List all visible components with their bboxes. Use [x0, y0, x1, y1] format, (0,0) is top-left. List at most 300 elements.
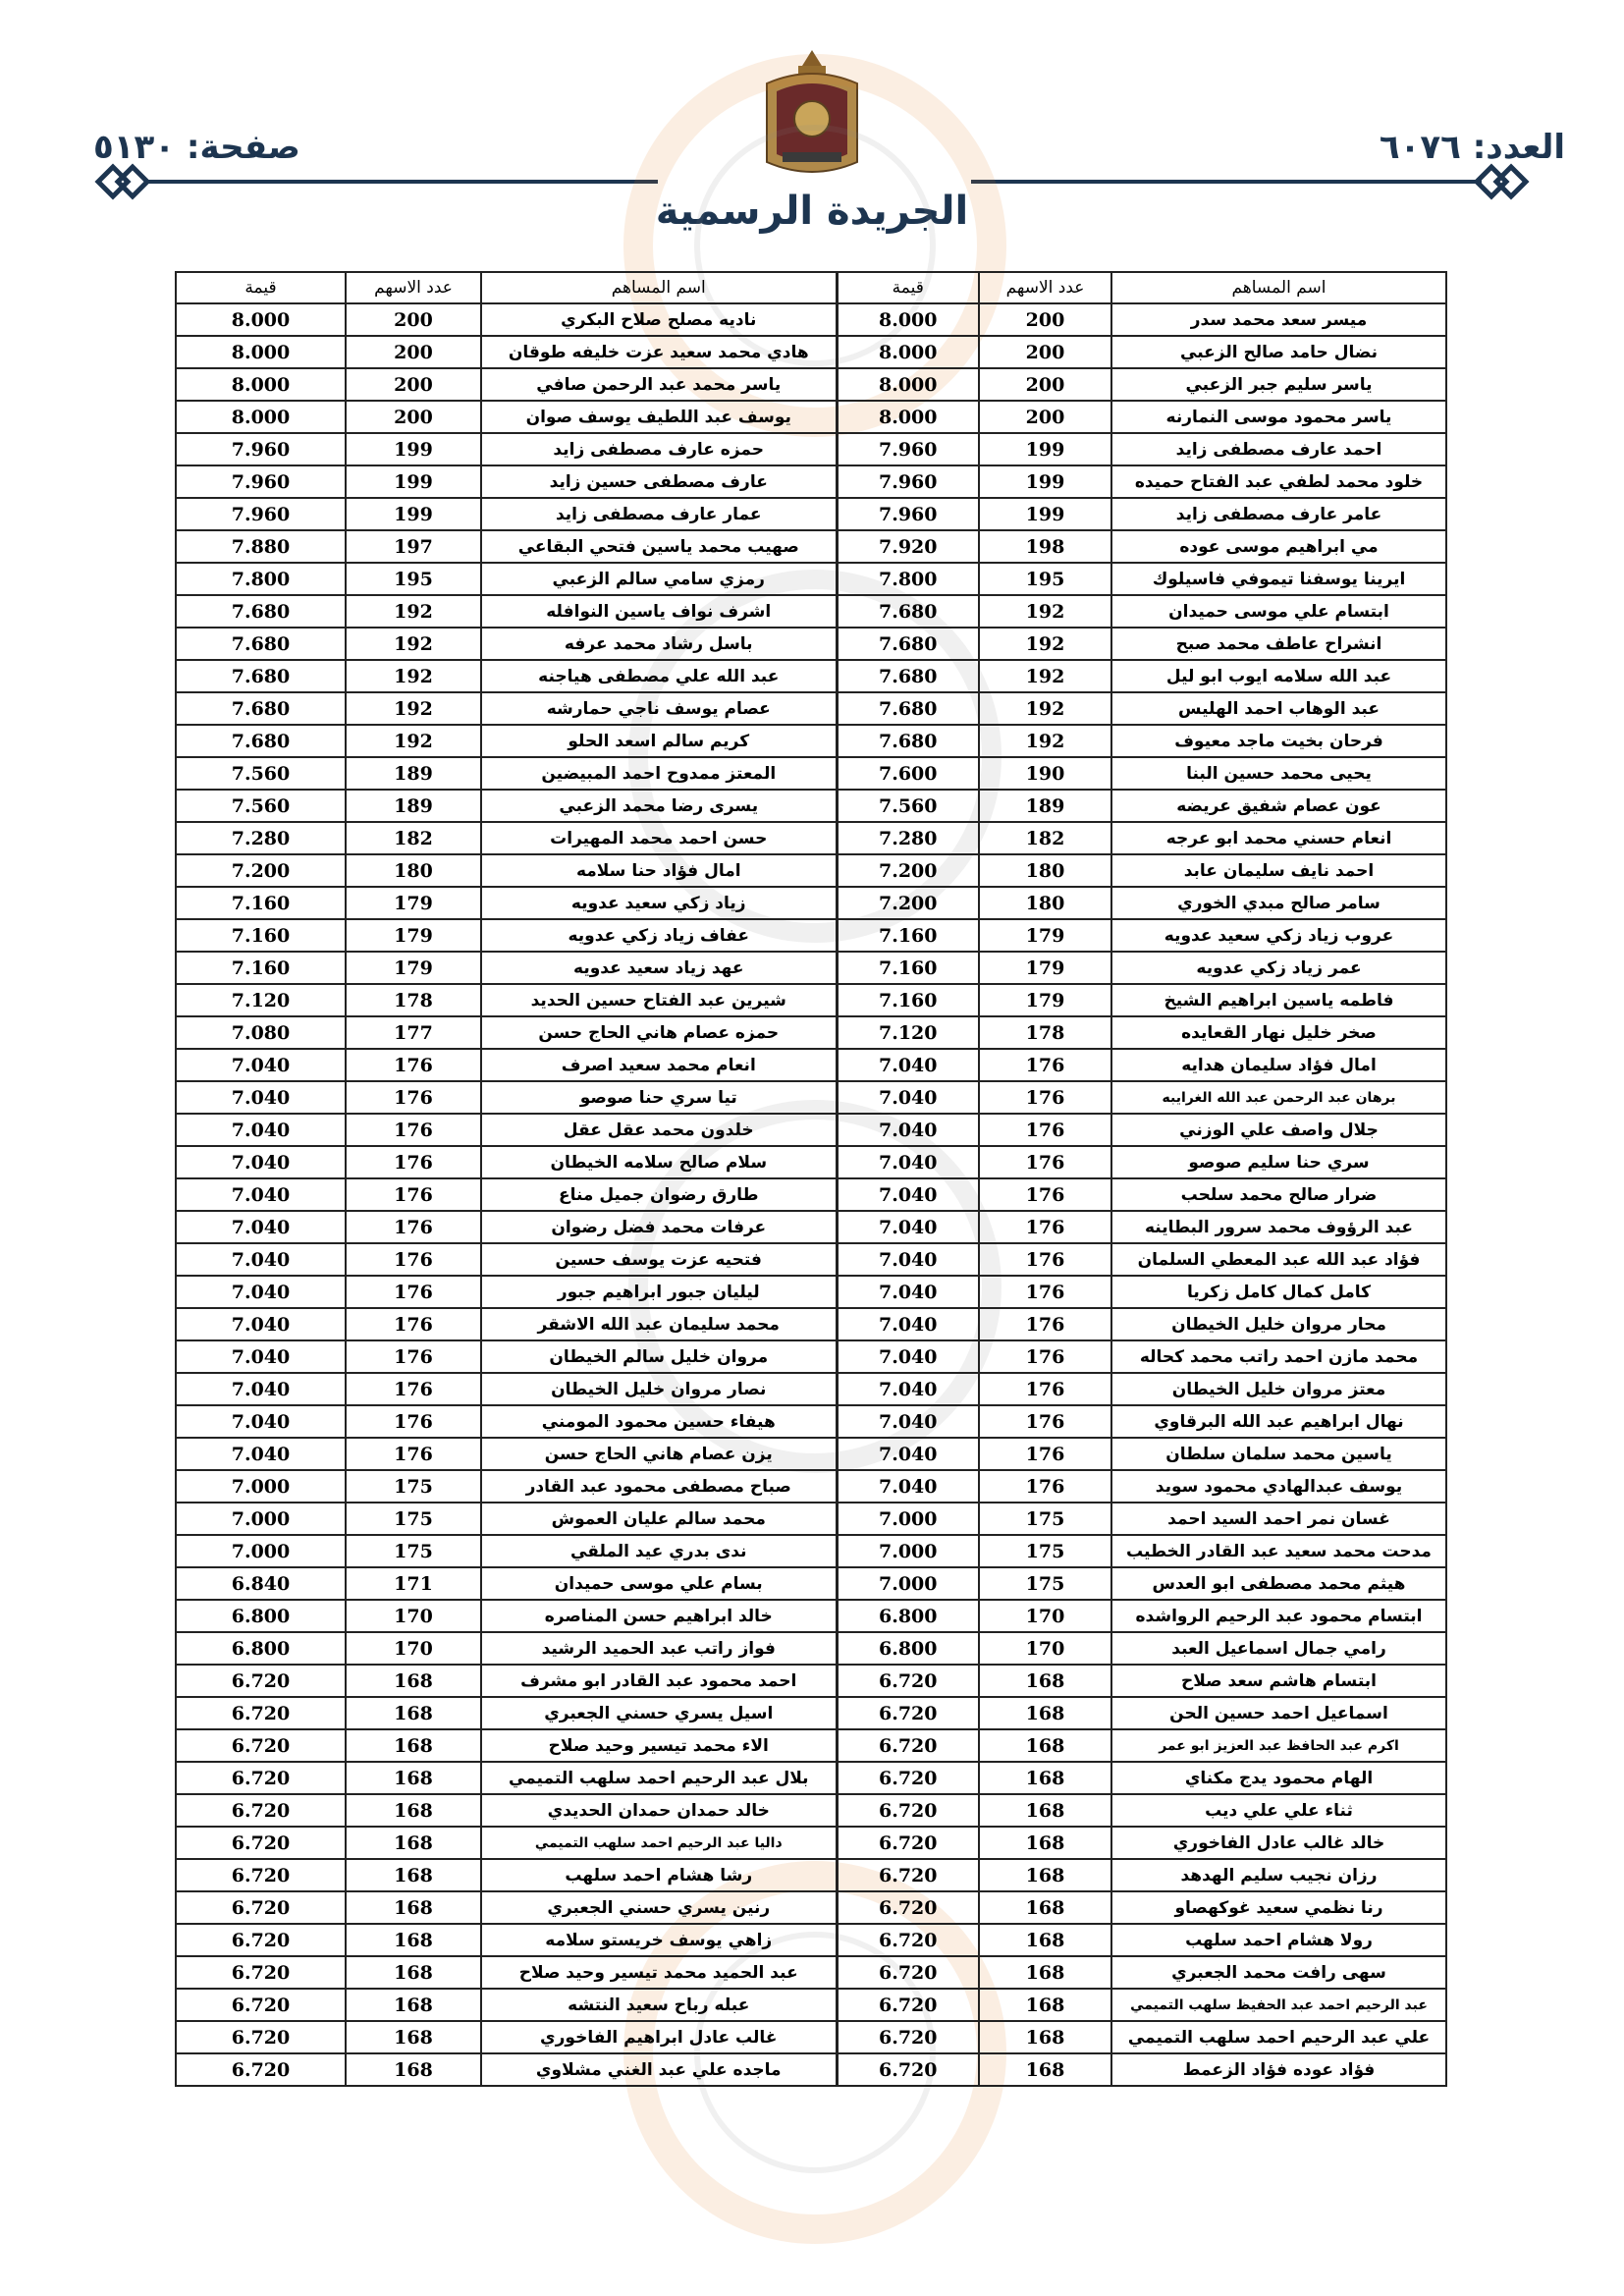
table-row	[176, 984, 1446, 1016]
share-value: 6.800	[837, 1632, 979, 1665]
share-count: 176	[979, 1470, 1111, 1503]
share-value: 7.680	[176, 692, 346, 725]
share-count: 168	[346, 1989, 481, 2021]
share-count: 170	[979, 1600, 1111, 1632]
shareholder-name: محمد مازن احمد راتب محمد كحاله	[1111, 1340, 1446, 1373]
shareholder-name: رنا نظمي سعيد غوكهصاو	[1111, 1891, 1446, 1924]
shareholder-name: ناديه مصلح صلاح البكري	[481, 303, 837, 336]
share-value: 7.080	[176, 1016, 346, 1049]
shareholder-name: خلود محمد لطفي عبد الفتاح حميده	[1111, 465, 1446, 498]
shareholder-name: امال فؤاد حنا سلامه	[481, 854, 837, 887]
share-count: 176	[346, 1373, 481, 1405]
share-value: 8.000	[176, 368, 346, 401]
share-count: 168	[979, 1891, 1111, 1924]
share-count: 197	[346, 530, 481, 563]
shareholder-name: ابتسام هاشم سعد صلاح	[1111, 1665, 1446, 1697]
share-value: 7.040	[176, 1308, 346, 1340]
share-count: 168	[346, 1762, 481, 1794]
shareholder-name: محار مروان خليل الخيطان	[1111, 1308, 1446, 1340]
table-row	[176, 303, 1446, 336]
share-value: 7.040	[837, 1049, 979, 1081]
shareholder-name: سري حنا سليم صوصو	[1111, 1146, 1446, 1178]
shareholder-name: ياسين محمد سلمان سلطان	[1111, 1438, 1446, 1470]
shareholder-name: عمر زياد زكي عدويه	[1111, 952, 1446, 984]
table-row	[176, 1535, 1446, 1567]
shareholder-name: ياسر سليم جبر الزعبي	[1111, 368, 1446, 401]
shareholder-name: صباح مصطفى محمود عبد القادر	[481, 1470, 837, 1503]
share-count: 168	[979, 1665, 1111, 1697]
share-value: 7.960	[176, 498, 346, 530]
table-row	[176, 919, 1446, 952]
share-value: 7.040	[837, 1340, 979, 1373]
table-row	[176, 368, 1446, 401]
table-row	[176, 757, 1446, 790]
shareholder-name: فواز راتب عبد الحميد الرشيد	[481, 1632, 837, 1665]
shareholder-name: حسن احمد محمد المهيرات	[481, 822, 837, 854]
share-count: 179	[979, 984, 1111, 1016]
share-value: 6.720	[176, 1697, 346, 1729]
share-value: 7.040	[176, 1146, 346, 1178]
table-body	[176, 303, 1446, 2086]
share-count: 176	[979, 1114, 1111, 1146]
share-count: 175	[346, 1535, 481, 1567]
share-count: 171	[346, 1567, 481, 1600]
shareholders-table-container	[177, 271, 1447, 2087]
share-count: 182	[346, 822, 481, 854]
table-row	[176, 854, 1446, 887]
jordan-coat-of-arms-icon	[753, 44, 871, 182]
share-count: 176	[346, 1146, 481, 1178]
shareholder-name: طارق رضوان جميل مناع	[481, 1178, 837, 1211]
table-row	[176, 692, 1446, 725]
share-value: 7.040	[837, 1405, 979, 1438]
table-row	[176, 1016, 1446, 1049]
shareholder-name: مي ابراهيم موسى عوده	[1111, 530, 1446, 563]
shareholder-name: سلام صالح سلامه الخيطان	[481, 1146, 837, 1178]
share-value: 7.680	[176, 628, 346, 660]
share-count: 192	[979, 725, 1111, 757]
shareholder-name: عبد الرؤوف محمد سرور البطاينه	[1111, 1211, 1446, 1243]
share-count: 176	[979, 1308, 1111, 1340]
table-row	[176, 1049, 1446, 1081]
shareholder-name: حمزه عارف مصطفى زايد	[481, 433, 837, 465]
shareholder-name: ياسر محمد عبد الرحمن صافي	[481, 368, 837, 401]
shareholder-name: رمزي سامي سالم الزعبي	[481, 563, 837, 595]
share-value: 7.160	[837, 984, 979, 1016]
share-value: 7.040	[176, 1114, 346, 1146]
share-count: 192	[346, 628, 481, 660]
share-count: 176	[979, 1243, 1111, 1276]
share-value: 7.040	[837, 1178, 979, 1211]
table-row	[176, 1373, 1446, 1405]
shareholder-name: رشا هشام احمد سلهب	[481, 1859, 837, 1891]
shareholder-name: الهام محمود يدج مكناي	[1111, 1762, 1446, 1794]
share-value: 6.720	[176, 2053, 346, 2086]
share-value: 6.720	[837, 1956, 979, 1989]
share-value: 7.040	[837, 1146, 979, 1178]
share-value: 7.040	[837, 1211, 979, 1243]
share-value: 7.000	[837, 1503, 979, 1535]
shareholder-name: ياسر محمود موسى النمارنه	[1111, 401, 1446, 433]
shareholder-name: ماجده علي عبد الغني مشلاوي	[481, 2053, 837, 2086]
share-value: 6.720	[176, 1924, 346, 1956]
table-row	[176, 1989, 1446, 2021]
shareholder-name: ابتسام محمود عبد الرحيم الرواشده	[1111, 1600, 1446, 1632]
share-value: 6.720	[837, 1697, 979, 1729]
share-count: 176	[346, 1049, 481, 1081]
shareholder-name: شيرين عبد الفتاح حسين الحديد	[481, 984, 837, 1016]
share-value: 8.000	[837, 401, 979, 433]
share-count: 176	[346, 1114, 481, 1146]
share-value: 7.680	[837, 628, 979, 660]
shareholder-name: بسام علي موسى حميدان	[481, 1567, 837, 1600]
share-value: 6.720	[837, 1989, 979, 2021]
shareholder-name: خالد حمدان حمدان الحديدي	[481, 1794, 837, 1827]
shareholder-name: تيا سري حنا صوصو	[481, 1081, 837, 1114]
share-value: 7.000	[176, 1535, 346, 1567]
share-count: 189	[346, 757, 481, 790]
share-count: 200	[346, 368, 481, 401]
share-count: 176	[346, 1178, 481, 1211]
share-value: 7.920	[837, 530, 979, 563]
share-value: 6.720	[837, 1729, 979, 1762]
share-value: 6.720	[176, 1891, 346, 1924]
share-value: 7.200	[837, 854, 979, 887]
share-count: 192	[979, 692, 1111, 725]
shareholder-name: ايرينا يوسفنا تيموفي فاسيلوك	[1111, 563, 1446, 595]
share-value: 7.960	[837, 498, 979, 530]
shareholder-name: احمد محمود عبد القادر ابو مشرف	[481, 1665, 837, 1697]
page-header	[0, 0, 1624, 265]
share-value: 6.720	[837, 1891, 979, 1924]
share-value: 7.040	[176, 1340, 346, 1373]
share-count: 200	[346, 303, 481, 336]
share-count: 176	[979, 1405, 1111, 1438]
shareholder-name: عارف مصطفى حسين زايد	[481, 465, 837, 498]
column-header-shares: عدد الاسهم	[346, 272, 481, 303]
share-count: 168	[979, 1729, 1111, 1762]
share-value: 7.200	[176, 854, 346, 887]
table-row	[176, 1859, 1446, 1891]
share-value: 7.600	[837, 757, 979, 790]
share-count: 168	[979, 1956, 1111, 1989]
share-count: 176	[979, 1081, 1111, 1114]
share-value: 8.000	[176, 401, 346, 433]
share-value: 7.040	[837, 1243, 979, 1276]
share-value: 7.000	[837, 1535, 979, 1567]
share-count: 192	[979, 628, 1111, 660]
header-rule-right	[971, 180, 1482, 184]
share-value: 6.720	[837, 1762, 979, 1794]
share-count: 170	[346, 1600, 481, 1632]
table-row	[176, 2021, 1446, 2053]
shareholder-name: محمد سليمان عبد الله الاشقر	[481, 1308, 837, 1340]
shareholder-name: علي عبد الرحيم احمد سلهب التميمي	[1111, 2021, 1446, 2053]
share-count: 199	[979, 465, 1111, 498]
share-count: 168	[346, 2021, 481, 2053]
share-count: 180	[979, 887, 1111, 919]
shareholder-name: الاء محمد تيسير وحيد صلاح	[481, 1729, 837, 1762]
newspaper-title: الجريدة الرسمية	[655, 189, 969, 234]
share-value: 7.040	[176, 1049, 346, 1081]
share-value: 6.720	[837, 1924, 979, 1956]
shareholder-name: غسان نمر احمد السيد احمد	[1111, 1503, 1446, 1535]
share-value: 7.280	[837, 822, 979, 854]
share-count: 199	[346, 465, 481, 498]
shareholder-name: زياد زكي سعيد عدويه	[481, 887, 837, 919]
share-value: 7.040	[176, 1081, 346, 1114]
table-row	[176, 465, 1446, 498]
share-value: 7.160	[176, 952, 346, 984]
share-count: 168	[346, 1956, 481, 1989]
shareholder-name: معتز مروان خليل الخيطان	[1111, 1373, 1446, 1405]
share-value: 8.000	[837, 303, 979, 336]
share-count: 176	[979, 1146, 1111, 1178]
shareholder-name: يزن عصام هاني الحاج حسن	[481, 1438, 837, 1470]
share-count: 176	[346, 1340, 481, 1373]
share-count: 176	[979, 1438, 1111, 1470]
shareholder-name: هادي محمد سعيد عزت خليفه طوقان	[481, 336, 837, 368]
share-count: 168	[346, 1697, 481, 1729]
shareholder-name: يسرى رضا محمد الزعبي	[481, 790, 837, 822]
shareholder-name: رولا هشام احمد سلهب	[1111, 1924, 1446, 1956]
table-row	[176, 1340, 1446, 1373]
share-value: 7.680	[837, 725, 979, 757]
share-value: 7.680	[837, 692, 979, 725]
share-value: 6.800	[176, 1632, 346, 1665]
share-count: 168	[346, 1794, 481, 1827]
share-value: 6.720	[176, 1989, 346, 2021]
column-header-value: قيمة	[837, 272, 979, 303]
share-value: 6.720	[176, 1794, 346, 1827]
share-count: 168	[979, 2053, 1111, 2086]
share-count: 179	[979, 919, 1111, 952]
share-value: 7.680	[176, 725, 346, 757]
share-value: 7.160	[837, 919, 979, 952]
shareholder-name: رامي جمال اسماعيل العبد	[1111, 1632, 1446, 1665]
table-header-row	[176, 272, 1446, 303]
shareholder-name: عبد الوهاب احمد الهليس	[1111, 692, 1446, 725]
share-count: 176	[346, 1211, 481, 1243]
share-count: 168	[346, 1827, 481, 1859]
share-count: 192	[346, 725, 481, 757]
share-value: 6.720	[837, 1794, 979, 1827]
share-value: 6.720	[176, 1729, 346, 1762]
share-count: 192	[979, 595, 1111, 628]
share-count: 176	[346, 1081, 481, 1114]
share-count: 176	[979, 1178, 1111, 1211]
share-count: 176	[346, 1243, 481, 1276]
share-count: 182	[979, 822, 1111, 854]
share-value: 7.040	[176, 1276, 346, 1308]
share-value: 7.560	[837, 790, 979, 822]
shareholder-name: سهى رافت محمد الجعبري	[1111, 1956, 1446, 1989]
shareholders-table	[175, 271, 1447, 2087]
share-value: 6.720	[176, 1762, 346, 1794]
shareholder-name: ندى بدري عيد الملقي	[481, 1535, 837, 1567]
shareholder-name: انعام محمد سعيد اصرف	[481, 1049, 837, 1081]
share-count: 200	[979, 368, 1111, 401]
share-value: 7.000	[176, 1503, 346, 1535]
share-value: 7.120	[176, 984, 346, 1016]
share-count: 195	[346, 563, 481, 595]
shareholder-name: امال فؤاد سليمان هدايه	[1111, 1049, 1446, 1081]
share-count: 168	[346, 1859, 481, 1891]
column-header-shares: عدد الاسهم	[979, 272, 1111, 303]
table-row	[176, 1146, 1446, 1178]
share-count: 168	[979, 1794, 1111, 1827]
shareholder-name: عفاف زياد زكي عدويه	[481, 919, 837, 952]
share-value: 6.720	[837, 1827, 979, 1859]
table-row	[176, 1308, 1446, 1340]
share-value: 7.040	[176, 1405, 346, 1438]
share-count: 168	[346, 1729, 481, 1762]
shareholder-name: ضرار صالح محمد سلحب	[1111, 1178, 1446, 1211]
table-row	[176, 1956, 1446, 1989]
shareholder-name: عروب زياد زكي سعيد عدويه	[1111, 919, 1446, 952]
table-row	[176, 1276, 1446, 1308]
shareholder-name: رنين يسري حسني الجعبري	[481, 1891, 837, 1924]
table-row	[176, 1211, 1446, 1243]
table-row	[176, 336, 1446, 368]
share-value: 6.720	[176, 1827, 346, 1859]
share-value: 8.000	[837, 368, 979, 401]
share-count: 176	[979, 1373, 1111, 1405]
share-count: 199	[346, 498, 481, 530]
share-value: 7.040	[837, 1114, 979, 1146]
table-row	[176, 1600, 1446, 1632]
share-value: 7.040	[837, 1438, 979, 1470]
share-value: 7.040	[176, 1438, 346, 1470]
table-row	[176, 1665, 1446, 1697]
share-count: 192	[346, 595, 481, 628]
share-value: 7.120	[837, 1016, 979, 1049]
shareholder-name: غالب عادل ابراهيم الفاخوري	[481, 2021, 837, 2053]
share-count: 199	[979, 433, 1111, 465]
column-header-value: قيمة	[176, 272, 346, 303]
column-header-name: اسم المساهم	[481, 272, 837, 303]
table-row	[176, 1438, 1446, 1470]
share-value: 6.720	[176, 2021, 346, 2053]
shareholder-name: نضال حامد صالح الزعبي	[1111, 336, 1446, 368]
issue-number: العدد: ٦٠٧٦	[1379, 128, 1565, 167]
share-count: 175	[979, 1503, 1111, 1535]
shareholder-name: ثناء علي علي ديب	[1111, 1794, 1446, 1827]
table-row	[176, 660, 1446, 692]
share-value: 7.040	[837, 1470, 979, 1503]
table-row	[176, 1503, 1446, 1535]
shareholder-name: المعتز ممدوح احمد المبيضين	[481, 757, 837, 790]
share-value: 7.680	[176, 660, 346, 692]
shareholder-name: فتحيه عزت يوسف حسين	[481, 1243, 837, 1276]
share-value: 6.720	[837, 2053, 979, 2086]
share-count: 168	[979, 1697, 1111, 1729]
share-count: 168	[979, 1989, 1111, 2021]
share-count: 179	[346, 952, 481, 984]
table-row	[176, 1243, 1446, 1276]
table-row	[176, 1762, 1446, 1794]
shareholder-name: عبد الله سلامه ايوب ابو ليل	[1111, 660, 1446, 692]
share-value: 7.040	[837, 1276, 979, 1308]
share-count: 200	[979, 303, 1111, 336]
share-value: 7.680	[837, 660, 979, 692]
shareholder-name: اسماعيل احمد حسين الحن	[1111, 1697, 1446, 1729]
table-row	[176, 433, 1446, 465]
share-value: 7.560	[176, 757, 346, 790]
share-count: 192	[346, 660, 481, 692]
share-count: 192	[346, 692, 481, 725]
shareholder-name: جلال واصف علي الوزني	[1111, 1114, 1446, 1146]
shareholder-name: سامر صالح مبدي الخوري	[1111, 887, 1446, 919]
shareholder-name: كامل كمال كامل زكريا	[1111, 1276, 1446, 1308]
share-count: 168	[346, 2053, 481, 2086]
shareholder-name: كريم سالم اسعد الحلو	[481, 725, 837, 757]
share-count: 179	[346, 919, 481, 952]
share-count: 198	[979, 530, 1111, 563]
share-count: 176	[979, 1211, 1111, 1243]
share-value: 7.560	[176, 790, 346, 822]
table-row	[176, 2053, 1446, 2086]
share-value: 7.040	[176, 1178, 346, 1211]
shareholder-name: محمد سالم عليان العموش	[481, 1503, 837, 1535]
shareholder-name: مدحت محمد سعيد عبد القادر الخطيب	[1111, 1535, 1446, 1567]
table-row	[176, 595, 1446, 628]
share-value: 7.040	[837, 1308, 979, 1340]
shareholder-name: عبد الله علي مصطفى هياجنه	[481, 660, 837, 692]
shareholder-name: اكرم عبد الحافظ عبد العزيز ابو عمر	[1111, 1729, 1446, 1762]
share-count: 168	[979, 1859, 1111, 1891]
share-count: 168	[346, 1924, 481, 1956]
share-count: 189	[979, 790, 1111, 822]
header-rule-left	[147, 180, 658, 184]
shareholder-name: عون عصام شفيق عريضه	[1111, 790, 1446, 822]
share-count: 200	[979, 401, 1111, 433]
shareholder-name: صهيب محمد ياسين فتحي البقاعي	[481, 530, 837, 563]
share-value: 6.720	[837, 2021, 979, 2053]
shareholder-name: نهال ابراهيم عبد الله البرقاوي	[1111, 1405, 1446, 1438]
shareholder-name: احمد نايف سليمان عابد	[1111, 854, 1446, 887]
table-row	[176, 1405, 1446, 1438]
share-count: 168	[979, 1924, 1111, 1956]
share-count: 176	[346, 1405, 481, 1438]
table-row	[176, 1729, 1446, 1762]
table-row	[176, 628, 1446, 660]
column-header-name: اسم المساهم	[1111, 272, 1446, 303]
shareholder-name: عرفات محمد فضل رضوان	[481, 1211, 837, 1243]
share-value: 7.040	[176, 1373, 346, 1405]
shareholder-name: عبله رباح سعيد النتشه	[481, 1989, 837, 2021]
table-row	[176, 1567, 1446, 1600]
share-value: 7.040	[176, 1211, 346, 1243]
shareholder-name: ابتسام علي موسى حميدان	[1111, 595, 1446, 628]
share-value: 7.200	[837, 887, 979, 919]
share-count: 175	[346, 1470, 481, 1503]
share-value: 8.000	[176, 336, 346, 368]
share-count: 168	[346, 1665, 481, 1697]
shareholder-name: برهان عبد الرحمن عبد الله الغرايبه	[1111, 1081, 1446, 1114]
table-row	[176, 1794, 1446, 1827]
shareholder-name: عامر عارف مصطفى زايد	[1111, 498, 1446, 530]
share-count: 168	[979, 1827, 1111, 1859]
share-count: 170	[346, 1632, 481, 1665]
share-value: 7.680	[837, 595, 979, 628]
share-value: 6.840	[176, 1567, 346, 1600]
shareholder-name: ميسر سعد محمد سدر	[1111, 303, 1446, 336]
shareholder-name: اشرف نواف ياسين النوافله	[481, 595, 837, 628]
shareholder-name: يوسف عبدالهادي محمود سويد	[1111, 1470, 1446, 1503]
share-count: 176	[979, 1340, 1111, 1373]
table-row	[176, 1697, 1446, 1729]
